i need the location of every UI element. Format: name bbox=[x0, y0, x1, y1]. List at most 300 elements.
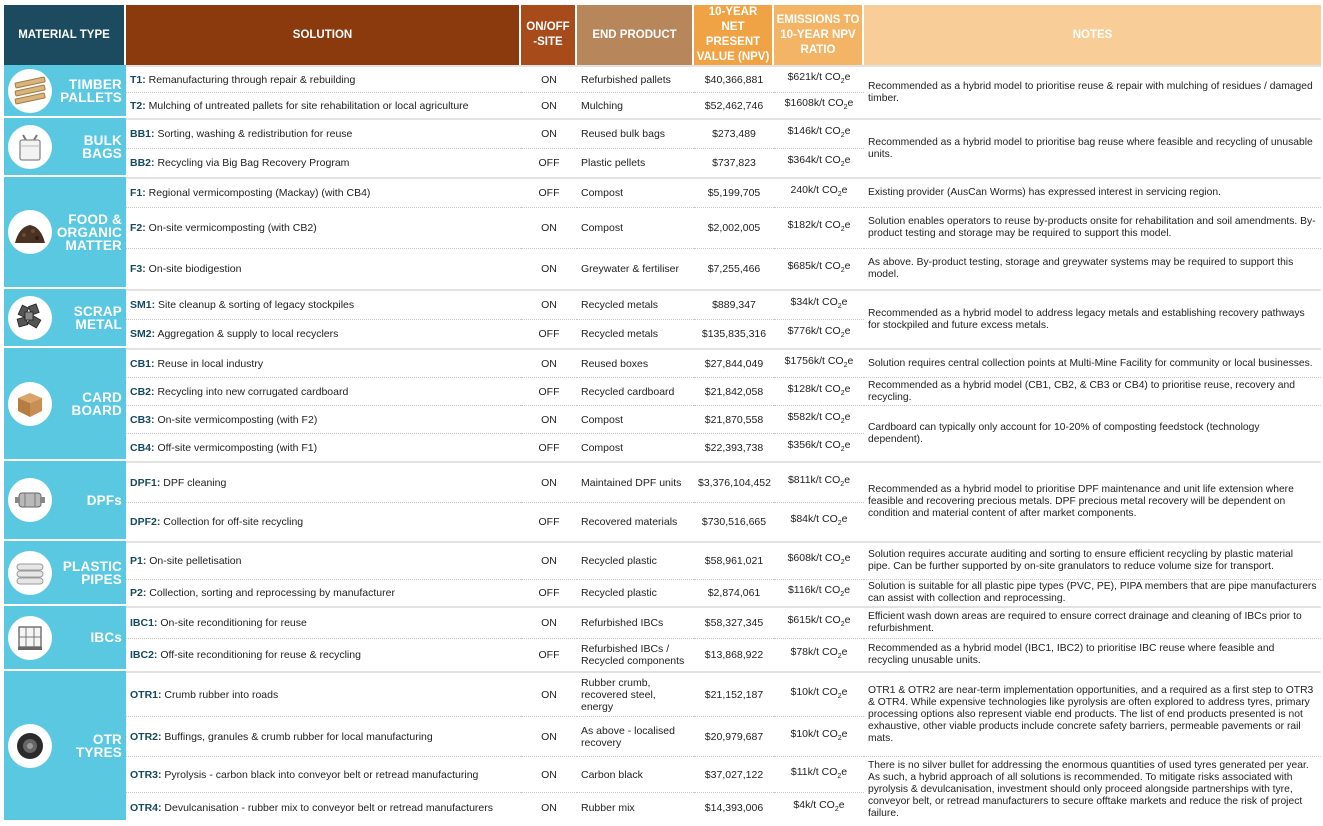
solution-text: Buffings, granules & crumb rubber for local manufacturing bbox=[164, 730, 433, 743]
emissions-ratio-cell bbox=[774, 65, 864, 92]
site-cell: OFF bbox=[521, 579, 577, 606]
solution-cell bbox=[126, 502, 521, 541]
table-row bbox=[4, 461, 1321, 502]
emissions-ratio-cell bbox=[774, 118, 864, 148]
table-row bbox=[4, 579, 1321, 606]
tyre-icon bbox=[8, 724, 52, 768]
ratio-unit: e bbox=[844, 154, 851, 167]
solution-text: On-site vermicomposting (with F2) bbox=[157, 413, 318, 426]
end-product-cell: Reused bulk bags bbox=[577, 118, 694, 148]
solution-code: IBC2: bbox=[130, 649, 158, 661]
bulk-bag-icon bbox=[8, 125, 52, 169]
emissions-ratio-cell bbox=[774, 502, 864, 541]
compost-icon bbox=[8, 210, 52, 254]
emissions-ratio-cell bbox=[774, 248, 864, 289]
ratio-value: $10k/t CO bbox=[790, 685, 838, 698]
ratio-value: $1756k/t CO bbox=[784, 354, 844, 367]
solution-text: On-site reconditioning for reuse bbox=[160, 617, 307, 629]
site-cell: ON bbox=[521, 405, 577, 433]
solution-text: Regional vermicomposting (Mackay) (with CB4) bbox=[148, 187, 371, 199]
emissions-ratio-cell bbox=[774, 606, 864, 638]
material-cell bbox=[4, 118, 126, 177]
solution-cell bbox=[126, 671, 521, 716]
table-row bbox=[4, 207, 1321, 248]
ratio-unit: e bbox=[844, 70, 851, 83]
material-wrap bbox=[8, 69, 122, 113]
scrap-metal-icon bbox=[8, 296, 52, 340]
end-product-cell: As above - localised recovery bbox=[577, 716, 694, 756]
npv-cell: $58,327,345 bbox=[694, 606, 774, 638]
emissions-ratio-cell bbox=[774, 433, 864, 461]
ratio-unit: e bbox=[844, 382, 851, 395]
ratio-subscript: 2 bbox=[843, 362, 848, 370]
solution-text: Recycling via Big Bag Recovery Program bbox=[157, 157, 350, 169]
material-label-line: CARD bbox=[82, 389, 122, 405]
material-wrap bbox=[8, 125, 122, 169]
material-cell bbox=[4, 289, 126, 348]
solution-cell bbox=[126, 118, 521, 148]
npv-cell: $5,199,705 bbox=[694, 177, 774, 207]
ratio-subscript: 2 bbox=[837, 653, 842, 661]
emissions-ratio-cell bbox=[774, 716, 864, 756]
ratio-unit: e bbox=[844, 410, 851, 423]
npv-cell: $737,823 bbox=[694, 148, 774, 177]
material-wrap bbox=[8, 616, 122, 660]
npv-cell: $27,844,049 bbox=[694, 348, 774, 377]
end-product-cell: Refurbished IBCs bbox=[577, 606, 694, 638]
material-label-line: SCRAP bbox=[73, 303, 122, 319]
material-label-line: IBCs bbox=[90, 630, 122, 645]
solution-code: CB3: bbox=[130, 413, 155, 426]
site-cell: ON bbox=[521, 461, 577, 502]
material-label-line: PIPES bbox=[81, 571, 122, 587]
material-label bbox=[76, 733, 122, 759]
material-cell bbox=[4, 348, 126, 461]
solution-code: OTR3: bbox=[130, 768, 162, 781]
solution-text: On-site vermicomposting (with CB2) bbox=[148, 222, 317, 234]
header-end-product: END PRODUCT bbox=[577, 5, 694, 65]
table-row bbox=[4, 606, 1321, 638]
solution-text: On-site biodigestion bbox=[148, 263, 242, 275]
solution-cell bbox=[126, 248, 521, 289]
site-cell: ON bbox=[521, 792, 577, 822]
end-product-cell: Compost bbox=[577, 433, 694, 461]
ratio-value: 240k/t CO bbox=[790, 184, 838, 197]
material-label bbox=[60, 78, 122, 104]
site-cell: ON bbox=[521, 756, 577, 792]
dpf-filter-icon bbox=[8, 478, 52, 522]
notes-cell: Efficient wash down areas are required to ensure correct drainage and cleaning of IBCs prior to refurbishment. bbox=[864, 606, 1321, 638]
npv-cell: $14,393,006 bbox=[694, 792, 774, 822]
notes-cell: Cardboard can typically only account for 10-20% of composting feedstock (technology dependent). bbox=[864, 405, 1321, 461]
notes-cell: Recommended as a hybrid model (CB1, CB2, & CB3 or CB4) to prioritise reuse, recovery and recycling. bbox=[864, 377, 1321, 405]
site-cell: ON bbox=[521, 348, 577, 377]
site-cell: ON bbox=[521, 118, 577, 148]
end-product-cell: Recycled metals bbox=[577, 289, 694, 319]
table-row bbox=[4, 118, 1321, 148]
site-cell: ON bbox=[521, 92, 577, 118]
emissions-ratio-cell bbox=[774, 671, 864, 716]
ratio-value: $364k/t CO bbox=[787, 154, 841, 167]
site-cell: ON bbox=[521, 716, 577, 756]
notes-cell: As above. By-product testing, storage and greywater systems may be required to support this model. bbox=[864, 248, 1321, 289]
npv-cell: $7,255,466 bbox=[694, 248, 774, 289]
solution-code: P1: bbox=[130, 555, 147, 567]
material-label-line: METAL bbox=[75, 316, 122, 332]
npv-cell: $13,868,922 bbox=[694, 638, 774, 671]
solution-code: DPF1: bbox=[130, 476, 161, 489]
material-wrap bbox=[8, 551, 122, 595]
notes-cell: Solution requires accurate auditing and sorting to ensure efficient recycling by plastic material pipe. Can be further supported by on-site granulators to reduce volume size for transport. bbox=[864, 541, 1321, 579]
end-product-cell: Recycled metals bbox=[577, 319, 694, 348]
ratio-subscript: 2 bbox=[840, 390, 845, 398]
emissions-ratio-cell bbox=[774, 348, 864, 377]
ratio-value: $182k/t CO bbox=[787, 219, 841, 232]
solution-code: SM1: bbox=[130, 299, 156, 311]
end-product-cell: Recycled plastic bbox=[577, 579, 694, 606]
material-cell bbox=[4, 541, 126, 606]
material-label-line: DPFs bbox=[86, 492, 122, 508]
notes-cell: Recommended as a hybrid model to prioritise DPF maintenance and unit life extension where feasible and recovering precious metals. DPF precious metal recovery will be dependent on condition and material content of after market components. bbox=[864, 461, 1321, 541]
cardboard-box-icon bbox=[8, 382, 52, 426]
table-row bbox=[4, 405, 1321, 433]
header-notes: NOTES bbox=[864, 5, 1321, 65]
solution-code: BB1: bbox=[130, 128, 155, 140]
ratio-subscript: 2 bbox=[837, 303, 842, 311]
solution-text: Off-site vermicomposting (with F1) bbox=[157, 441, 318, 454]
solution-cell bbox=[126, 579, 521, 606]
material-label bbox=[57, 213, 122, 252]
end-product-cell: Recovered materials bbox=[577, 502, 694, 541]
solution-code: T2: bbox=[130, 99, 146, 112]
ratio-value: $146k/t CO bbox=[787, 125, 841, 138]
solution-code: P2: bbox=[130, 587, 147, 599]
material-wrap bbox=[8, 382, 122, 426]
solution-code: SM2: bbox=[130, 328, 156, 340]
material-wrap bbox=[8, 478, 122, 522]
header-solution: SOLUTION bbox=[126, 5, 521, 65]
solution-cell bbox=[126, 541, 521, 579]
site-cell: ON bbox=[521, 671, 577, 716]
table-row bbox=[4, 377, 1321, 405]
solution-text: Collection, sorting and reprocessing by manufacturer bbox=[149, 587, 395, 599]
header-material-type: MATERIAL TYPE bbox=[4, 5, 126, 65]
solution-code: OTR2: bbox=[130, 730, 162, 743]
ratio-value: $811k/t CO bbox=[787, 473, 841, 486]
npv-cell: $22,393,738 bbox=[694, 433, 774, 461]
ratio-subscript: 2 bbox=[837, 693, 842, 701]
emissions-ratio-cell bbox=[774, 289, 864, 319]
material-label-line: PALLETS bbox=[60, 89, 122, 105]
material-cell bbox=[4, 65, 126, 118]
ratio-subscript: 2 bbox=[840, 226, 845, 234]
site-cell: OFF bbox=[521, 433, 577, 461]
solution-cell bbox=[126, 405, 521, 433]
ratio-unit: e bbox=[844, 473, 851, 486]
ratio-value: $128k/t CO bbox=[787, 382, 841, 395]
solution-cell bbox=[126, 792, 521, 822]
site-cell: ON bbox=[521, 289, 577, 319]
ratio-subscript: 2 bbox=[837, 520, 842, 528]
ratio-unit: e bbox=[841, 765, 848, 778]
solution-code: T1: bbox=[130, 73, 146, 86]
ratio-value: $11k/t CO bbox=[790, 765, 838, 778]
ratio-unit: e bbox=[844, 219, 851, 232]
material-label-line: TIMBER bbox=[69, 76, 122, 92]
npv-cell: $889,347 bbox=[694, 289, 774, 319]
ratio-value: $4k/t CO bbox=[793, 798, 835, 811]
ratio-subscript: 2 bbox=[840, 418, 845, 426]
end-product-cell: Compost bbox=[577, 177, 694, 207]
header-npv: 10-YEAR NET PRESENT VALUE (NPV) bbox=[694, 5, 774, 65]
table-row bbox=[4, 671, 1321, 716]
ratio-subscript: 2 bbox=[840, 621, 845, 629]
end-product-cell: Recycled cardboard bbox=[577, 377, 694, 405]
solution-text: DPF cleaning bbox=[163, 476, 227, 489]
material-label-line: PLASTIC bbox=[62, 558, 122, 574]
npv-cell: $2,002,005 bbox=[694, 207, 774, 248]
solution-code: F1: bbox=[130, 187, 146, 199]
npv-cell: $273,489 bbox=[694, 118, 774, 148]
table-row bbox=[4, 756, 1321, 792]
table-row bbox=[4, 248, 1321, 289]
end-product-cell: Greywater & fertiliser bbox=[577, 248, 694, 289]
ratio-unit: e bbox=[841, 685, 848, 698]
npv-cell: $135,835,316 bbox=[694, 319, 774, 348]
material-cell bbox=[4, 606, 126, 671]
npv-cell: $52,462,746 bbox=[694, 92, 774, 118]
end-product-cell: Compost bbox=[577, 207, 694, 248]
ratio-unit: e bbox=[841, 727, 848, 740]
solution-code: CB4: bbox=[130, 441, 155, 454]
solution-text: Reuse in local industry bbox=[157, 357, 264, 370]
solution-code: DPF2: bbox=[130, 516, 161, 528]
npv-cell: $21,842,058 bbox=[694, 377, 774, 405]
notes-cell: Solution requires central collection points at Multi-Mine Facility for community or local businesses. bbox=[864, 348, 1321, 377]
solution-text: Devulcanisation - rubber mix to conveyor belt or retread manufacturers bbox=[164, 801, 493, 814]
end-product-cell: Carbon black bbox=[577, 756, 694, 792]
end-product-cell: Rubber crumb, recovered steel, energy bbox=[577, 671, 694, 716]
ratio-subscript: 2 bbox=[840, 78, 845, 86]
site-cell: ON bbox=[521, 606, 577, 638]
material-label-line: BOARD bbox=[71, 402, 122, 418]
solution-text: Sorting, washing & redistribution for reuse bbox=[157, 128, 353, 140]
ratio-value: $116k/t CO bbox=[787, 584, 841, 597]
ratio-unit: e bbox=[847, 96, 854, 109]
solution-code: CB1: bbox=[130, 357, 155, 370]
solution-text: On-site pelletisation bbox=[149, 555, 242, 567]
end-product-cell: Refurbished IBCs / Recycled components bbox=[577, 638, 694, 671]
ratio-subscript: 2 bbox=[840, 161, 845, 169]
material-label-line: ORGANIC bbox=[56, 224, 122, 240]
ratio-subscript: 2 bbox=[837, 735, 842, 743]
ratio-unit: e bbox=[844, 260, 851, 273]
ratio-subscript: 2 bbox=[840, 481, 845, 489]
solution-text: Recycling into new corrugated cardboard bbox=[157, 385, 349, 398]
table-row bbox=[4, 177, 1321, 207]
solution-code: CB2: bbox=[130, 385, 155, 398]
ratio-subscript: 2 bbox=[840, 332, 845, 340]
solution-cell bbox=[126, 348, 521, 377]
table-row bbox=[4, 65, 1321, 92]
ratio-unit: e bbox=[844, 552, 851, 565]
ratio-value: $10k/t CO bbox=[790, 727, 838, 740]
material-label bbox=[63, 560, 122, 586]
solution-cell bbox=[126, 606, 521, 638]
header-row bbox=[4, 5, 1321, 65]
solution-cell bbox=[126, 319, 521, 348]
ratio-subscript: 2 bbox=[837, 773, 842, 781]
site-cell: OFF bbox=[521, 502, 577, 541]
ratio-unit: e bbox=[838, 798, 845, 811]
site-cell: OFF bbox=[521, 148, 577, 177]
notes-cell: Recommended as a hybrid model to address legacy metals and establishing recovery pathways for stockpiled and future excess metals. bbox=[864, 289, 1321, 348]
header-on-off-site: ON/OFF -SITE bbox=[521, 5, 577, 65]
ratio-unit: e bbox=[844, 614, 851, 627]
ratio-value: $615k/t CO bbox=[787, 614, 841, 627]
ratio-unit: e bbox=[844, 584, 851, 597]
solution-cell bbox=[126, 461, 521, 502]
ratio-unit: e bbox=[841, 513, 848, 526]
npv-cell: $21,152,187 bbox=[694, 671, 774, 716]
table-body bbox=[4, 65, 1321, 822]
ratio-subscript: 2 bbox=[840, 591, 845, 599]
solution-code: BB2: bbox=[130, 157, 155, 169]
ratio-subscript: 2 bbox=[843, 104, 848, 112]
emissions-ratio-cell bbox=[774, 405, 864, 433]
material-label-line: TYRES bbox=[75, 744, 122, 760]
notes-cell: OTR1 & OTR2 are near-term implementation opportunities, and a required as a first step to OTR3 & OTR4. While expensive technologies like pyrolysis are often explored to address tyres, primary processing options also represent viable end products. The list of end products presented is not exhaustive, other viable products include concrete safety barriers, permeable pavements or rail mats. bbox=[864, 671, 1321, 756]
ratio-unit: e bbox=[844, 125, 851, 138]
npv-cell: $20,979,687 bbox=[694, 716, 774, 756]
end-product-cell: Plastic pellets bbox=[577, 148, 694, 177]
timber-pallets-icon bbox=[8, 69, 52, 113]
solution-text: Remanufacturing through repair & rebuilding bbox=[148, 73, 356, 86]
ratio-subscript: 2 bbox=[840, 559, 845, 567]
npv-cell: $40,366,881 bbox=[694, 65, 774, 92]
solution-text: Mulching of untreated pallets for site rehabilitation or local agriculture bbox=[148, 99, 469, 112]
table-row bbox=[4, 541, 1321, 579]
solution-code: F3: bbox=[130, 263, 146, 275]
site-cell: ON bbox=[521, 248, 577, 289]
emissions-ratio-cell bbox=[774, 148, 864, 177]
ratio-value: $84k/t CO bbox=[790, 513, 838, 526]
solution-text: Collection for off-site recycling bbox=[163, 516, 304, 528]
material-wrap bbox=[8, 296, 122, 340]
solution-text: Crumb rubber into roads bbox=[164, 688, 279, 701]
solution-code: OTR4: bbox=[130, 801, 162, 814]
material-label-line: OTR bbox=[92, 731, 122, 747]
ratio-value: $582k/t CO bbox=[787, 410, 841, 423]
notes-cell: Recommended as a hybrid model to prioritise bag reuse where feasible and recycling of unusable units. bbox=[864, 118, 1321, 177]
ratio-value: $1608k/t CO bbox=[784, 96, 844, 109]
material-label bbox=[87, 494, 122, 507]
site-cell: OFF bbox=[521, 377, 577, 405]
ratio-unit: e bbox=[841, 646, 848, 659]
emissions-ratio-cell bbox=[774, 792, 864, 822]
ratio-subscript: 2 bbox=[840, 132, 845, 140]
end-product-cell: Rubber mix bbox=[577, 792, 694, 822]
ratio-unit: e bbox=[841, 184, 848, 197]
solution-cell bbox=[126, 177, 521, 207]
solution-text: Aggregation & supply to local recyclers bbox=[157, 328, 339, 340]
solution-cell bbox=[126, 148, 521, 177]
ratio-value: $621k/t CO bbox=[787, 70, 841, 83]
solution-text: Site cleanup & sorting of legacy stockpiles bbox=[158, 299, 355, 311]
solution-code: OTR1: bbox=[130, 688, 162, 701]
ratio-value: $34k/t CO bbox=[790, 296, 838, 309]
ratio-value: $776k/t CO bbox=[787, 325, 841, 338]
material-label-line: MATTER bbox=[65, 237, 122, 253]
ratio-subscript: 2 bbox=[840, 267, 845, 275]
notes-cell: Recommended as a hybrid model to prioritise reuse & repair with mulching of residues / damaged timber. bbox=[864, 65, 1321, 118]
npv-cell: $21,870,558 bbox=[694, 405, 774, 433]
solution-text: Pyrolysis - carbon black into conveyor belt or retread manufacturing bbox=[164, 768, 479, 781]
solutions-table bbox=[4, 5, 1321, 822]
solution-cell bbox=[126, 756, 521, 792]
emissions-ratio-cell bbox=[774, 207, 864, 248]
material-label-line: BULK bbox=[83, 132, 122, 148]
emissions-ratio-cell bbox=[774, 177, 864, 207]
ratio-value: $78k/t CO bbox=[790, 646, 838, 659]
material-cell bbox=[4, 461, 126, 541]
npv-cell: $37,027,122 bbox=[694, 756, 774, 792]
material-cell bbox=[4, 177, 126, 289]
site-cell: OFF bbox=[521, 638, 577, 671]
table-row bbox=[4, 638, 1321, 671]
notes-cell: Solution is suitable for all plastic pipe types (PVC, PE), PIPA members that are pipe manufacturers can assist with collection and reprocessing. bbox=[864, 579, 1321, 606]
emissions-ratio-cell bbox=[774, 579, 864, 606]
solution-cell bbox=[126, 289, 521, 319]
table-row bbox=[4, 289, 1321, 319]
site-cell: ON bbox=[521, 207, 577, 248]
npv-cell: $3,376,104,452 bbox=[694, 461, 774, 502]
ratio-subscript: 2 bbox=[834, 806, 839, 814]
ratio-unit: e bbox=[844, 325, 851, 338]
material-label bbox=[90, 631, 122, 644]
end-product-cell: Recycled plastic bbox=[577, 541, 694, 579]
npv-cell: $58,961,021 bbox=[694, 541, 774, 579]
material-label-line: FOOD & bbox=[68, 211, 122, 227]
ratio-unit: e bbox=[841, 296, 848, 309]
solution-text: Off-site reconditioning for reuse & recycling bbox=[160, 649, 361, 661]
emissions-ratio-cell bbox=[774, 461, 864, 502]
site-cell: ON bbox=[521, 541, 577, 579]
site-cell: OFF bbox=[521, 177, 577, 207]
end-product-cell: Compost bbox=[577, 405, 694, 433]
plastic-pipes-icon bbox=[8, 551, 52, 595]
solution-cell bbox=[126, 207, 521, 248]
end-product-cell: Maintained DPF units bbox=[577, 461, 694, 502]
site-cell: OFF bbox=[521, 319, 577, 348]
solution-cell bbox=[126, 92, 521, 118]
solution-code: F2: bbox=[130, 222, 146, 234]
emissions-ratio-cell bbox=[774, 541, 864, 579]
solution-cell bbox=[126, 65, 521, 92]
notes-cell: Existing provider (AusCan Worms) has expressed interest in servicing region. bbox=[864, 177, 1321, 207]
emissions-ratio-cell bbox=[774, 638, 864, 671]
emissions-ratio-cell bbox=[774, 92, 864, 118]
solution-cell bbox=[126, 638, 521, 671]
ratio-subscript: 2 bbox=[837, 191, 842, 199]
material-wrap bbox=[8, 724, 122, 768]
end-product-cell: Mulching bbox=[577, 92, 694, 118]
ratio-subscript: 2 bbox=[840, 446, 845, 454]
notes-cell: There is no silver bullet for addressing the enormous quantities of used tyres generated per year. As such, a hybrid approach of all solutions is recommended. To mitigate risks associated with pyrolysis & devulcanisation, investment should only proceed alongside partnerships with tyre, conveyor belt, or retread manufacturers to secure offtake markets and reduce the risk of project failure. bbox=[864, 756, 1321, 822]
material-wrap bbox=[8, 210, 122, 254]
npv-cell: $2,874,061 bbox=[694, 579, 774, 606]
end-product-cell: Reused boxes bbox=[577, 348, 694, 377]
